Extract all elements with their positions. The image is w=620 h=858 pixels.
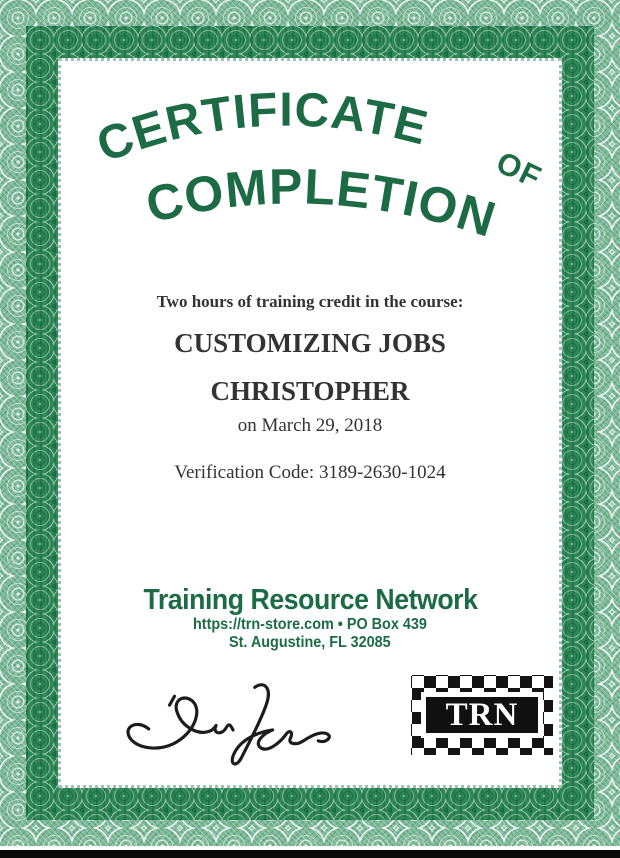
certificate-body bbox=[58, 58, 562, 788]
svg-text:COMPLETION bbox=[141, 158, 503, 248]
course-name: CUSTOMIZING JOBS bbox=[174, 328, 446, 358]
title-of: OF bbox=[491, 144, 548, 196]
organization-address: St. Augustine, FL 32085 bbox=[229, 634, 391, 652]
certificate-content bbox=[61, 61, 559, 785]
trn-logo bbox=[411, 675, 553, 755]
verification-code: Verification Code: 3189-2630-1024 bbox=[174, 462, 446, 483]
trn-logo-text: TRN bbox=[445, 696, 519, 733]
organization-contact: https://trn-store.com • PO Box 439 bbox=[193, 616, 427, 634]
signature-icon bbox=[113, 675, 351, 771]
completion-date: on March 29, 2018 bbox=[237, 415, 383, 436]
recipient-name: CHRISTOPHER bbox=[210, 376, 410, 406]
svg-text:OF bbox=[491, 144, 547, 195]
organization-block bbox=[129, 584, 492, 652]
title-line1: CERTIFICATE bbox=[90, 83, 434, 173]
signature-row bbox=[61, 675, 559, 771]
organization-name: Training Resource Network bbox=[143, 584, 477, 616]
certificate-title bbox=[60, 63, 560, 263]
bottom-black-bar bbox=[0, 850, 620, 858]
trn-logo-box bbox=[421, 692, 543, 738]
credit-line: Two hours of training credit in the course: bbox=[156, 292, 464, 311]
title-line2: COMPLETION bbox=[140, 158, 503, 248]
